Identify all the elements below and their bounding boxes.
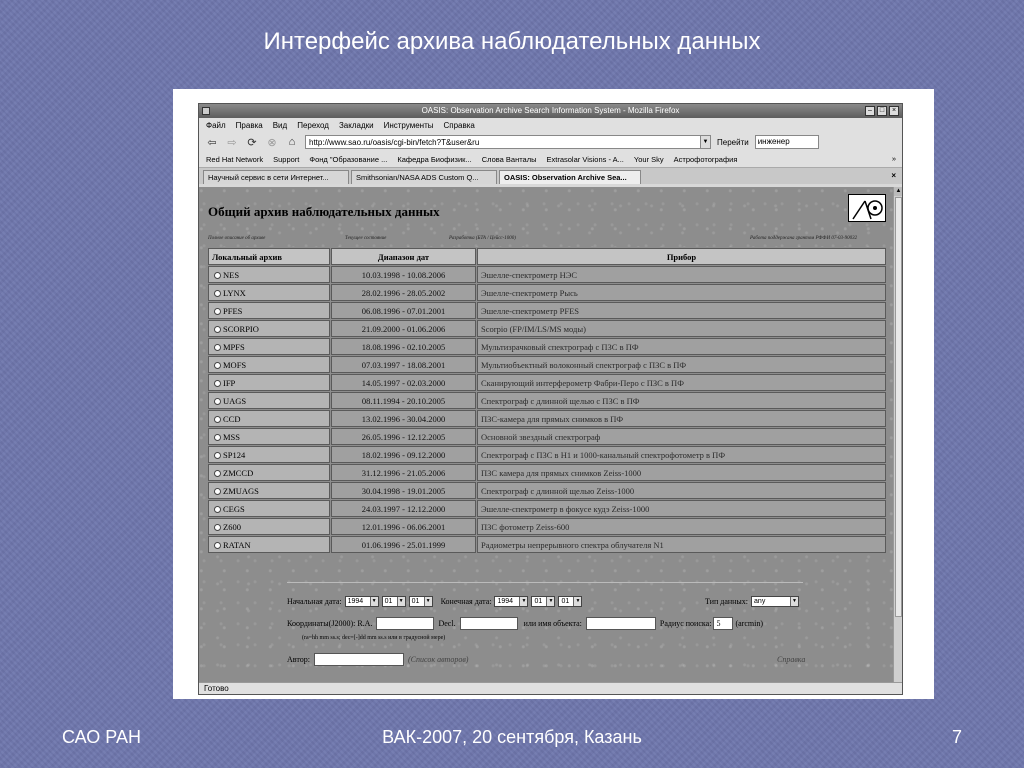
bookmark-item[interactable]: Кафедра Биофизик... bbox=[397, 155, 472, 164]
date-range-cell: 14.05.1997 - 02.03.2000 bbox=[331, 374, 476, 391]
bookmark-item[interactable]: Астрофотография bbox=[673, 155, 738, 164]
archive-code-cell[interactable] bbox=[208, 500, 330, 517]
instrument-cell: Эшелле-спектрометр в фокусе кудэ Zeiss-1000 bbox=[477, 500, 886, 517]
instrument-cell: Радиометры непрерывного спектра облучателя N1 bbox=[477, 536, 886, 553]
archive-code-cell[interactable] bbox=[208, 356, 330, 373]
archive-radio-button[interactable] bbox=[214, 344, 221, 351]
archive-radio-button[interactable] bbox=[214, 416, 221, 423]
end-month-select[interactable]: 01 ▼ bbox=[531, 596, 555, 607]
menu-bookmarks[interactable]: Закладки bbox=[338, 120, 374, 130]
end-date-label: Конечная дата: bbox=[440, 597, 492, 606]
author-row bbox=[287, 653, 468, 666]
archive-radio-button[interactable] bbox=[214, 452, 221, 459]
instrument-cell: Основной звездный спектрограф bbox=[477, 428, 886, 445]
table-row bbox=[208, 338, 886, 355]
start-year-select[interactable]: 1994 ▼ bbox=[345, 596, 379, 607]
column-header-instrument: Прибор bbox=[477, 248, 886, 265]
bookmark-item[interactable]: Red Hat Network bbox=[206, 155, 264, 164]
close-window-button[interactable]: × bbox=[889, 106, 899, 116]
instrument-cell: ПЗС-камера для прямых снимков в ПФ bbox=[477, 410, 886, 427]
tab-strip bbox=[199, 168, 902, 184]
sao-logo-icon bbox=[848, 194, 886, 222]
date-range-cell: 28.02.1996 - 28.05.2002 bbox=[331, 284, 476, 301]
archive-code-cell[interactable] bbox=[208, 482, 330, 499]
coords-label: Координаты(J2000): R.A. bbox=[287, 619, 373, 628]
data-type-label: Тип данных: bbox=[705, 597, 749, 606]
decl-input[interactable] bbox=[460, 617, 518, 630]
table-row bbox=[208, 446, 886, 463]
help-link[interactable]: Справка bbox=[777, 655, 806, 664]
archive-radio-button[interactable] bbox=[214, 434, 221, 441]
archive-radio-button[interactable] bbox=[214, 308, 221, 315]
dropdown-arrow-icon: ▼ bbox=[790, 597, 798, 606]
date-range-cell: 18.02.1996 - 09.12.2000 bbox=[331, 446, 476, 463]
menu-go[interactable]: Переход bbox=[297, 120, 329, 130]
menu-file[interactable]: Файл bbox=[206, 120, 226, 130]
date-range-cell: 30.04.1998 - 19.01.2005 bbox=[331, 482, 476, 499]
archive-code-cell[interactable] bbox=[208, 428, 330, 445]
date-range-cell: 08.11.1994 - 20.10.2005 bbox=[331, 392, 476, 409]
date-range-cell: 21.09.2000 - 01.06.2006 bbox=[331, 320, 476, 337]
instrument-cell: Спектрограф с длинной щелью Zeiss-1000 bbox=[477, 482, 886, 499]
table-row bbox=[208, 284, 886, 301]
close-tab-icon[interactable]: × bbox=[891, 171, 896, 180]
archive-code: RATAN bbox=[223, 539, 251, 550]
archive-code: UAGS bbox=[223, 395, 247, 406]
navigation-toolbar bbox=[199, 132, 902, 152]
date-range-cell: 24.03.1997 - 12.12.2000 bbox=[331, 500, 476, 517]
end-day-select[interactable]: 01 ▼ bbox=[558, 596, 582, 607]
table-row bbox=[208, 302, 886, 319]
instrument-cell: Мультиобъектный волоконный спектрограф с ПЗС в ПФ bbox=[477, 356, 886, 373]
dropdown-arrow-icon: ▼ bbox=[573, 597, 581, 606]
date-range-cell: 26.05.1996 - 12.12.2005 bbox=[331, 428, 476, 445]
instrument-cell: Спектрограф с ПЗС в Н1 и 1000-канальный спектрофотометр в ПФ bbox=[477, 446, 886, 463]
slide-number: 7 bbox=[952, 727, 963, 747]
archive-radio-button[interactable] bbox=[214, 542, 221, 549]
date-range-cell: 13.02.1996 - 30.04.2000 bbox=[331, 410, 476, 427]
archive-code-cell[interactable] bbox=[208, 446, 330, 463]
ra-input[interactable] bbox=[376, 617, 434, 630]
instrument-cell: Мультизрачковый спектрограф с ПЗС в ПФ bbox=[477, 338, 886, 355]
table-row bbox=[208, 518, 886, 535]
menu-view[interactable]: Вид bbox=[272, 120, 288, 130]
table-row bbox=[208, 392, 886, 409]
window-titlebar bbox=[199, 104, 902, 118]
table-row bbox=[208, 464, 886, 481]
tab-ads-query[interactable]: Smithsonian/NASA ADS Custom Q... bbox=[351, 170, 497, 184]
column-header-dates: Диапазон дат bbox=[331, 248, 476, 265]
archive-code-cell[interactable] bbox=[208, 374, 330, 391]
search-field[interactable]: инженер bbox=[755, 135, 819, 149]
form-divider bbox=[287, 582, 803, 583]
bookmark-item[interactable]: Support bbox=[273, 155, 300, 164]
footer-event: ВАК-2007, 20 сентября, Казань bbox=[382, 727, 642, 747]
scroll-thumb[interactable] bbox=[895, 197, 902, 617]
bookmark-item[interactable]: Слова Ванталы bbox=[481, 155, 537, 164]
archive-radio-button[interactable] bbox=[214, 380, 221, 387]
table-row bbox=[208, 482, 886, 499]
archive-code-cell[interactable] bbox=[208, 464, 330, 481]
dropdown-arrow-icon: ▼ bbox=[397, 597, 405, 606]
start-date-label: Начальная дата: bbox=[287, 597, 342, 606]
decl-label: Decl. bbox=[438, 619, 456, 628]
archive-code-cell[interactable] bbox=[208, 338, 330, 355]
url-text: http://www.sao.ru/oasis/cgi-bin/fetch?T&user&ru bbox=[309, 137, 480, 147]
url-field[interactable] bbox=[305, 135, 711, 149]
maximize-button[interactable]: □ bbox=[877, 106, 887, 116]
radius-label: Радиус поиска: bbox=[659, 619, 712, 628]
instrument-cell: Сканирующий интерферометр Фабри-Перо с ПЗС в ПФ bbox=[477, 374, 886, 391]
object-label: или имя объекта: bbox=[523, 619, 582, 628]
archive-description-link[interactable]: Полное описание об архиве bbox=[208, 236, 266, 241]
archive-code: ZMUAGS bbox=[223, 485, 259, 496]
archive-code: CEGS bbox=[223, 503, 245, 514]
archive-code: SP124 bbox=[223, 449, 246, 460]
menu-bar bbox=[199, 118, 902, 132]
table-row bbox=[208, 500, 886, 517]
page-heading: Общий архив наблюдательных данных bbox=[208, 204, 440, 219]
footer-organization: САО РАН bbox=[62, 727, 142, 747]
date-range-cell: 06.08.1996 - 07.01.2001 bbox=[331, 302, 476, 319]
date-range-cell: 12.01.1996 - 06.06.2001 bbox=[331, 518, 476, 535]
reload-icon[interactable]: ⟳ bbox=[247, 136, 257, 149]
archive-radio-button[interactable] bbox=[214, 272, 221, 279]
current-status-link[interactable]: Текущее состояние bbox=[345, 236, 387, 241]
forward-icon[interactable]: ⇨ bbox=[227, 136, 237, 149]
archive-code-cell[interactable] bbox=[208, 392, 330, 409]
bookmark-item[interactable]: Extrasolar Visions - A... bbox=[546, 155, 624, 164]
archive-radio-button[interactable] bbox=[214, 488, 221, 495]
archive-code: LYNX bbox=[223, 287, 246, 298]
archive-code-cell[interactable] bbox=[208, 320, 330, 337]
bookmarks-overflow-icon[interactable]: » bbox=[891, 154, 896, 163]
archive-code: SCORPIO bbox=[223, 323, 259, 334]
start-month-select[interactable]: 01 ▼ bbox=[382, 596, 406, 607]
coords-hint: (ra=hh mm ss.s; dec=[-]dd mm ss.s или в градусной мере) bbox=[302, 635, 446, 641]
scroll-up-icon[interactable]: ▲ bbox=[895, 188, 902, 194]
minimize-button[interactable]: – bbox=[865, 106, 875, 116]
status-bar: Готово bbox=[199, 682, 903, 694]
table-row bbox=[208, 356, 886, 373]
author-input[interactable] bbox=[314, 653, 404, 666]
archive-radio-button[interactable] bbox=[214, 362, 221, 369]
go-button[interactable]: Перейти bbox=[717, 137, 749, 147]
instrument-cell: Спектрограф с длинной щелью с ПЗС в ПФ bbox=[477, 392, 886, 409]
date-range-cell: 10.03.1998 - 10.08.2006 bbox=[331, 266, 476, 283]
archive-code: CCD bbox=[223, 413, 241, 424]
instrument-cell: ПЗС камера для прямых снимков Zeiss-1000 bbox=[477, 464, 886, 481]
table-row bbox=[208, 410, 886, 427]
archive-code: IFP bbox=[223, 377, 236, 388]
home-icon[interactable]: ⌂ bbox=[288, 136, 296, 148]
radius-input[interactable]: 5 bbox=[713, 617, 733, 630]
dropdown-arrow-icon: ▼ bbox=[424, 597, 432, 606]
archive-code-cell[interactable] bbox=[208, 302, 330, 319]
archive-code: MSS bbox=[223, 431, 241, 442]
instrument-cell: Эшелле-спектрометр НЭС bbox=[477, 266, 886, 283]
archive-code-cell[interactable] bbox=[208, 518, 330, 535]
tab-science-service[interactable]: Научный сервис в сети Интернет... bbox=[203, 170, 349, 184]
archive-code: NES bbox=[223, 269, 240, 280]
archive-radio-button[interactable] bbox=[214, 290, 221, 297]
window-title: OASIS: Observation Archive Search Information System - Mozilla Firefox bbox=[421, 106, 680, 115]
vertical-scrollbar[interactable] bbox=[893, 187, 902, 684]
instrument-cell: Эшелле-спектрометр Рысь bbox=[477, 284, 886, 301]
bookmark-item[interactable]: Фонд "Образование ... bbox=[309, 155, 388, 164]
date-range-cell: 01.06.1996 - 25.01.1999 bbox=[331, 536, 476, 553]
date-range-cell: 18.08.1996 - 02.10.2005 bbox=[331, 338, 476, 355]
window-menu-icon[interactable] bbox=[202, 107, 210, 115]
instrument-cell: ПЗС фотометр Zeiss-600 bbox=[477, 518, 886, 535]
menu-edit[interactable]: Правка bbox=[235, 120, 263, 130]
date-range-cell: 31.12.1996 - 21.05.2006 bbox=[331, 464, 476, 481]
dropdown-arrow-icon: ▼ bbox=[546, 597, 554, 606]
archive-radio-button[interactable] bbox=[214, 398, 221, 405]
stop-icon[interactable]: ⊗ bbox=[267, 136, 277, 149]
author-label: Автор: bbox=[287, 655, 310, 664]
data-type-row bbox=[705, 596, 799, 607]
archive-code-cell[interactable] bbox=[208, 410, 330, 427]
development-link[interactable]: Разработка (БТА / Цейсс-1000) bbox=[449, 236, 516, 241]
archive-radio-button[interactable] bbox=[214, 524, 221, 531]
back-icon[interactable]: ⇦ bbox=[207, 136, 217, 149]
bookmark-item[interactable]: Your Sky bbox=[633, 155, 664, 164]
archive-code: Z600 bbox=[223, 521, 241, 532]
archive-code: MOFS bbox=[223, 359, 247, 370]
menu-tools[interactable]: Инструменты bbox=[383, 120, 434, 130]
browser-window bbox=[198, 103, 903, 695]
data-type-select[interactable]: any ▼ bbox=[751, 596, 799, 607]
dropdown-arrow-icon: ▼ bbox=[519, 597, 527, 606]
archive-radio-button[interactable] bbox=[214, 470, 221, 477]
object-input[interactable] bbox=[586, 617, 656, 630]
archive-radio-button[interactable] bbox=[214, 326, 221, 333]
archive-code-cell[interactable] bbox=[208, 284, 330, 301]
slide-title: Интерфейс архива наблюдательных данных bbox=[263, 28, 761, 55]
table-row bbox=[208, 320, 886, 337]
end-year-select[interactable]: 1994 ▼ bbox=[494, 596, 528, 607]
table-row bbox=[208, 428, 886, 445]
date-row bbox=[287, 596, 582, 607]
menu-help[interactable]: Справка bbox=[443, 120, 475, 130]
author-list-link[interactable]: (Список авторов) bbox=[407, 655, 469, 664]
radius-unit: (arcmin) bbox=[735, 619, 763, 628]
archive-code-cell[interactable] bbox=[208, 266, 330, 283]
archive-table bbox=[207, 247, 887, 554]
archive-code: MPFS bbox=[223, 341, 245, 352]
archive-code: ZMCCD bbox=[223, 467, 254, 478]
column-header-archive: Локальный архив bbox=[208, 248, 330, 265]
coordinates-row bbox=[287, 617, 763, 630]
start-day-select[interactable]: 01 ▼ bbox=[409, 596, 433, 607]
instrument-cell: Эшелле-спектрометр PFES bbox=[477, 302, 886, 319]
table-row bbox=[208, 374, 886, 391]
url-dropdown-icon[interactable]: ▼ bbox=[700, 136, 710, 148]
tab-oasis[interactable]: OASIS: Observation Archive Sea... bbox=[499, 170, 641, 184]
table-row bbox=[208, 536, 886, 553]
bookmarks-toolbar bbox=[199, 152, 902, 168]
instrument-cell: Scorpio (FP/IM/LS/MS моды) bbox=[477, 320, 886, 337]
archive-code: PFES bbox=[223, 305, 243, 316]
grant-note: Работа поддержана грантом РФФИ 07-03-90032 bbox=[750, 236, 858, 241]
archive-code-cell[interactable] bbox=[208, 536, 330, 553]
dropdown-arrow-icon: ▼ bbox=[370, 597, 378, 606]
archive-radio-button[interactable] bbox=[214, 506, 221, 513]
page-content bbox=[199, 187, 894, 684]
table-row bbox=[208, 266, 886, 283]
date-range-cell: 07.03.1997 - 18.08.2001 bbox=[331, 356, 476, 373]
